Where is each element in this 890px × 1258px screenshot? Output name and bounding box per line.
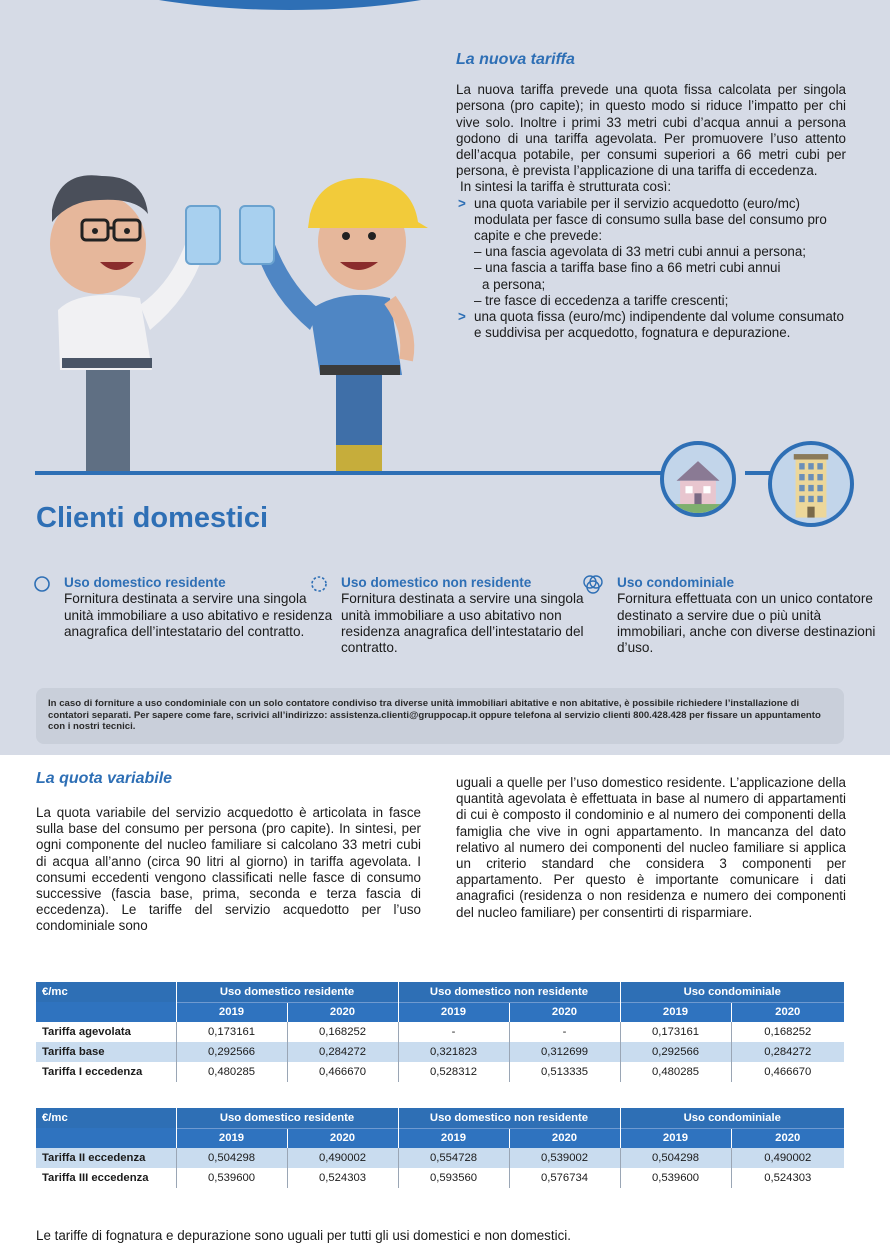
bullet-fixed-quota: > una quota fissa (euro/mc) indipendente dal volume consumato e suddivisa per acquedotto, fognatura e depurazione.: [456, 309, 846, 341]
group-header-non-residente: Uso domestico non residente: [398, 1108, 620, 1128]
dash-item-base: – una fascia a tariffa base fino a 66 metri cubi annui: [474, 260, 781, 276]
year-header: 2020: [509, 1002, 620, 1022]
year-header: 2020: [287, 1002, 398, 1022]
category-non-residente: [341, 575, 611, 656]
table-cell: 0,168252: [731, 1022, 844, 1042]
footer-note: Le tariffe di fognatura e depurazione sono uguali per tutti gli usi domestici e non domestici.: [36, 1228, 571, 1243]
year-header: 2020: [731, 1128, 844, 1148]
workers-toasting-illustration: [40, 170, 440, 475]
variable-quota-text-2: uguali a quelle per l’uso domestico residente. L’applicazione della quantità agevolata è effettuata in base al numero di appartamenti di cui è composto il condominio e al numero dei componenti della famiglia che vive in ogni appartamento. In mancanza del dato relativo al numero dei componenti del nucleo familiare si applica un criterio standard che considera 3 componenti per appartamento. Per questo è importante comunicare i dati anagrafici (residenza o non residenza e numero dei componenti del nucleo familiare) per consentirti di risparmiare.: [456, 775, 846, 920]
category-title: Uso condominiale: [617, 575, 735, 590]
year-header-blank: [36, 1002, 176, 1022]
table-cell: -: [509, 1022, 620, 1042]
table-cell: 0,292566: [176, 1042, 287, 1062]
year-header: 2020: [731, 1002, 844, 1022]
year-header: 2019: [620, 1002, 731, 1022]
table-cell: 0,576734: [509, 1168, 620, 1188]
tariff-table-1: [36, 982, 844, 1082]
table-cell: 0,524303: [287, 1168, 398, 1188]
tariff-table-2: [36, 1108, 844, 1188]
variable-quota-text-1: La quota variabile del servizio acquedotto è articolata in fasce sulla base del consumo per persona (pro capite). In sintesi, per ogni componente del nucleo familiare si calcolano 33 metri cubi di acqua all’anno (circa 90 litri al giorno) in tariffa agevolata. I consumi eccedenti vengono classificati nelle fasce di consumo successive (fascia base, prima, seconda e terza fascia di eccedenza). Le tariffe del servizio acquedotto per l’uso condominiale sono: [36, 805, 421, 934]
table-corner-label: €/mc: [36, 982, 176, 1002]
table-cell: 0,480285: [176, 1062, 287, 1082]
table-cell: 0,528312: [398, 1062, 509, 1082]
category-text: Fornitura destinata a servire una singola unità immobiliare a uso abitativo e residenza anagrafica dell’intestatario del contratto.: [64, 591, 333, 639]
overlapping-circles-icon: [583, 574, 603, 594]
table-corner-label: €/mc: [36, 1108, 176, 1128]
variable-quota-col2: [456, 775, 846, 921]
table-cell: 0,593560: [398, 1168, 509, 1188]
decorative-arc: [40, 0, 540, 10]
summary-intro: In sintesi la tariffa è strutturata così:: [460, 179, 672, 195]
table-row: [36, 1042, 844, 1062]
table-row: [36, 1062, 844, 1082]
table-cell: -: [398, 1022, 509, 1042]
table-cell: 0,554728: [398, 1148, 509, 1168]
table-cell: 0,490002: [731, 1148, 844, 1168]
group-header-non-residente: Uso domestico non residente: [398, 982, 620, 1002]
right-man-figure: [240, 178, 428, 475]
table-cell: 0,321823: [398, 1042, 509, 1062]
year-header: 2019: [620, 1128, 731, 1148]
category-text: Fornitura effettuata con un unico contatore destinato a servire due o più unità immobiliari, anche con diverse destinazioni d’uso.: [617, 591, 876, 656]
dash-item-agevolata: – una fascia agevolata di 33 metri cubi annui a persona;: [474, 244, 807, 260]
table-cell: 0,480285: [620, 1062, 731, 1082]
row-label: Tariffa base: [36, 1042, 176, 1062]
group-header-condominiale: Uso condominiale: [620, 1108, 844, 1128]
bullet-variable-quota: > una quota variabile per il servizio acquedotto (euro/mc) modulata per fasce di consumo sulla base del consumo pro capite e che prevede:: [456, 196, 846, 245]
table-cell: 0,173161: [176, 1022, 287, 1042]
table-cell: 0,490002: [287, 1148, 398, 1168]
circle-dashed-icon: [310, 575, 328, 593]
variable-quota-heading: La quota variabile: [36, 770, 173, 787]
table-cell: 0,173161: [620, 1022, 731, 1042]
table-cell: 0,284272: [731, 1042, 844, 1062]
new-tariff-section: [456, 52, 846, 341]
table-cell: 0,539002: [509, 1148, 620, 1168]
dash-item-base-cont: a persona;: [482, 276, 546, 292]
year-header: 2019: [398, 1002, 509, 1022]
year-header: 2019: [398, 1128, 509, 1148]
table-cell: 0,284272: [287, 1042, 398, 1062]
clienti-domestici-title: Clienti domestici: [36, 502, 269, 534]
year-header: 2020: [509, 1128, 620, 1148]
row-label: Tariffa agevolata: [42, 1026, 131, 1038]
group-header-condominiale: Uso condominiale: [620, 982, 844, 1002]
row-label: Tariffa II eccedenza: [36, 1148, 176, 1168]
table-cell: 0,504298: [620, 1148, 731, 1168]
category-residente: [64, 575, 334, 640]
year-header-blank: [36, 1128, 176, 1148]
house-icon: [660, 441, 736, 517]
dash-item-eccedenza: – tre fasce di eccedenza a tariffe crescenti;: [474, 292, 729, 308]
row-label: Tariffa I eccedenza: [42, 1066, 143, 1078]
row-label: Tariffa III eccedenza: [42, 1172, 149, 1184]
new-tariff-heading: La nuova tariffa: [456, 51, 575, 68]
table-cell: 0,466670: [287, 1062, 398, 1082]
table-cell: 0,539600: [620, 1168, 731, 1188]
table-cell: 0,524303: [731, 1168, 844, 1188]
variable-quota-col1: [36, 770, 421, 935]
table-cell: 0,504298: [176, 1148, 287, 1168]
apartment-building-icon: [768, 441, 854, 527]
condominium-notice: In caso di forniture a uso condominiale con un solo contatore condiviso tra diverse unità immobiliari abitative e non abitative, è possibile richiedere l’installazione di contatori separati. Per sapere come fare, scrivici all’indirizzo: assistenza.clienti@gruppocap.it oppure telefona al servizio clienti 800.428.428 per fissare un appuntamento con i nostri tecnici.: [36, 688, 844, 744]
table-row: [36, 1168, 844, 1188]
table-row: [36, 1148, 844, 1168]
table-cell: 0,466670: [731, 1062, 844, 1082]
table-cell: 0,292566: [620, 1042, 731, 1062]
category-title: Uso domestico residente: [64, 575, 226, 590]
divider-line: [35, 471, 675, 475]
category-title: Uso domestico non residente: [341, 575, 532, 590]
year-header: 2019: [176, 1128, 287, 1148]
year-header: 2019: [176, 1002, 287, 1022]
category-condominiale: [617, 575, 887, 656]
table-cell: 0,312699: [509, 1042, 620, 1062]
group-header-residente: Uso domestico residente: [176, 1108, 398, 1128]
table-cell: 0,513335: [509, 1062, 620, 1082]
group-header-residente: Uso domestico residente: [176, 982, 398, 1002]
table-cell: 0,539600: [176, 1168, 287, 1188]
circle-solid-icon: [33, 575, 51, 593]
new-tariff-paragraph: La nuova tariffa prevede una quota fissa calcolata per singola persona (pro capite); in questo modo si riduce l’impatto per chi vive solo. Inoltre i primi 33 metri cubi d’acqua annui a persona godono di una tariffa agevolata. Per promuovere l’uso attento dell’acqua potabile, per consumi superiori a 66 metri cubi per persona, è prevista l’applicazione di una tariffa di eccedenza.: [456, 82, 846, 179]
category-text: Fornitura destinata a servire una singola unità immobiliare a uso abitativo non residenza anagrafica dell’intestatario del contratto.: [341, 591, 584, 656]
left-man-figure: [50, 175, 220, 475]
table-row: [36, 1022, 844, 1042]
table-cell: 0,168252: [287, 1022, 398, 1042]
year-header: 2020: [287, 1128, 398, 1148]
